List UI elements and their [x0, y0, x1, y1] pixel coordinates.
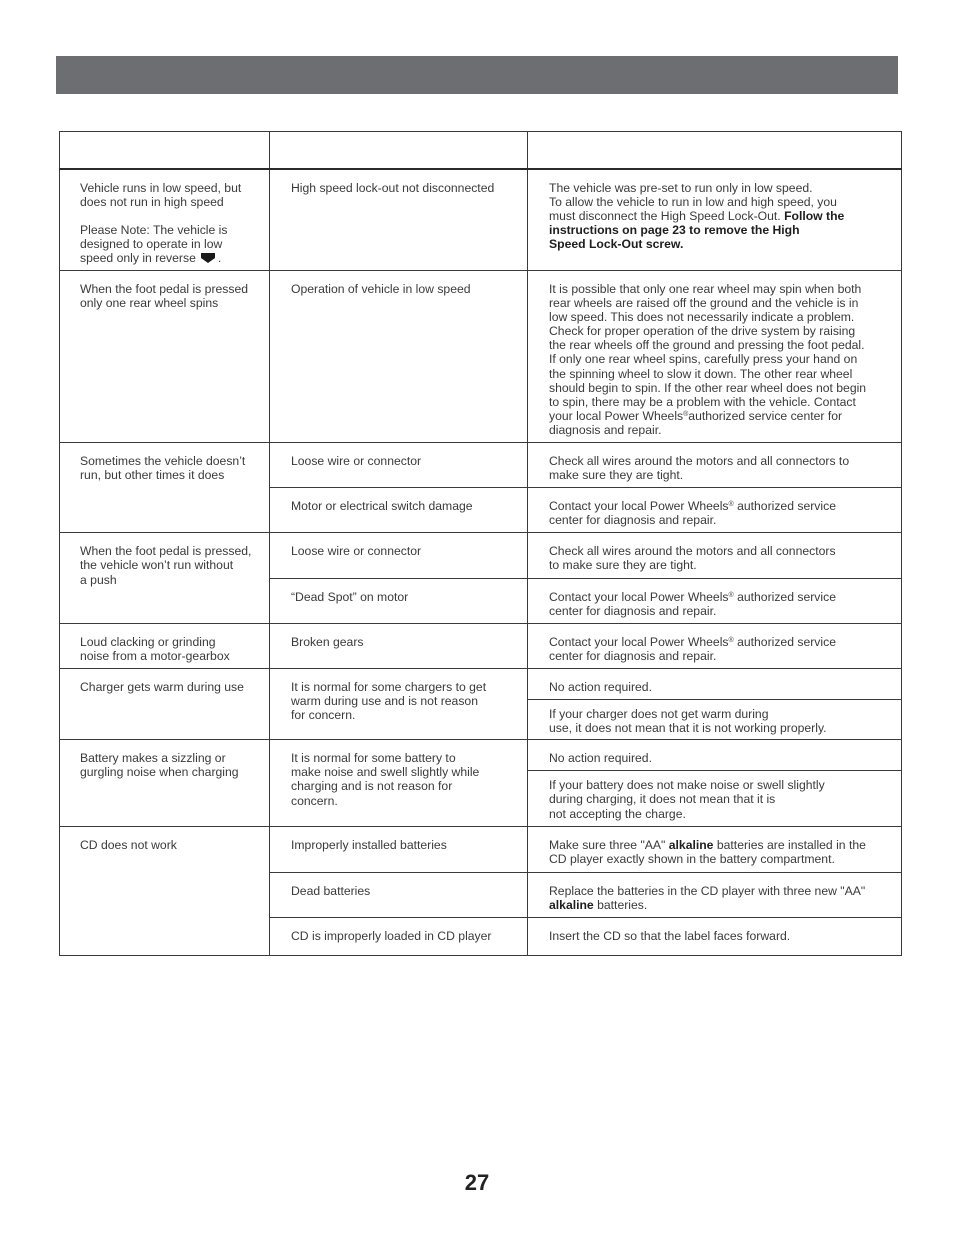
problem-cell: CD does not work [60, 827, 270, 955]
note-line: speed only in reverse [80, 250, 196, 265]
troubleshooting-table [59, 131, 902, 956]
cause-cell: Improperly installed batteries [270, 827, 528, 872]
solution-line: the rear wheels off the ground and pressing the foot pedal. [549, 338, 865, 353]
solution-cell [528, 827, 902, 872]
problem-line: does not run in high speed [80, 194, 224, 209]
solution-line: Check all wires around the motors and all connectors [549, 544, 836, 559]
table-row [60, 169, 902, 271]
note-line: Please Note: The vehicle is [80, 222, 228, 237]
solution-line: use, it does not mean that it is not working properly. [549, 721, 827, 736]
solution-line: authorized service [737, 589, 836, 604]
problem-cell: Charger gets warm during use [60, 668, 270, 739]
solution-bold-text: instructions on page 23 to remove the High [549, 222, 800, 237]
solution-cell: Insert the CD so that the label faces forward. [528, 917, 902, 955]
cause-cell: Loose wire or connector [270, 443, 528, 488]
reverse-pedal-icon [200, 252, 216, 264]
solution-cell [528, 771, 902, 827]
solution-line: authorized service [737, 499, 836, 514]
problem-line: Loud clacking or grinding [80, 634, 216, 649]
problem-line: a push [80, 572, 117, 587]
solution-cell: No action required. [528, 668, 902, 699]
registered-mark: ® [728, 636, 734, 644]
solution-line: center for diagnosis and repair. [549, 603, 717, 618]
table-row [60, 740, 902, 771]
solution-cell [528, 488, 902, 533]
solution-line: to make sure they are tight. [549, 558, 697, 573]
solution-line: If your battery does not make noise or swell slightly [549, 778, 825, 793]
table-row [60, 668, 902, 699]
solution-line: the spinning wheel to slow it down. The other rear wheel [549, 366, 853, 381]
cause-line: make noise and swell slightly while [291, 765, 480, 780]
cause-cell: Motor or electrical switch damage [270, 488, 528, 533]
problem-cell [60, 740, 270, 827]
note-end: . [217, 250, 222, 265]
cause-cell: High speed lock-out not disconnected [270, 169, 528, 271]
problem-line: When the foot pedal is pressed [80, 281, 249, 296]
solution-line: Check for proper operation of the drive system by raising [549, 324, 856, 339]
column-header-problem [60, 132, 270, 169]
column-header-solution [528, 132, 902, 169]
problem-line: When the foot pedal is pressed, [80, 544, 252, 559]
problem-line: the vehicle won’t run without [80, 558, 234, 573]
solution-cell: No action required. [528, 740, 902, 771]
solution-cell [528, 872, 902, 917]
solution-line: It is possible that only one rear wheel may spin when both [549, 281, 862, 296]
solution-line: center for diagnosis and repair. [549, 648, 717, 663]
cause-cell: Broken gears [270, 623, 528, 668]
solution-bold-text: alkaline [668, 838, 714, 853]
cause-line: for concern. [291, 708, 356, 723]
solution-cell [528, 169, 902, 271]
solution-line: batteries. [597, 897, 648, 912]
solution-cell [528, 578, 902, 623]
solution-cell [528, 533, 902, 578]
solution-cell [528, 700, 902, 740]
cause-cell: Dead batteries [270, 872, 528, 917]
solution-line: should begin to spin. If the other rear wheel does not begin [549, 380, 867, 395]
page-number: 27 [464, 1170, 490, 1195]
registered-mark: ® [728, 501, 734, 509]
problem-line: Sometimes the vehicle doesn’t [80, 454, 246, 468]
problem-line: gurgling noise when charging [80, 765, 239, 780]
solution-line: If your charger does not get warm during [549, 707, 769, 722]
solution-line: Contact your local Power Wheels [549, 499, 729, 514]
solution-line: not accepting the charge. [549, 806, 686, 821]
table-row [60, 443, 902, 488]
solution-line: To allow the vehicle to run in low and high speed, you [549, 194, 837, 209]
column-header-cause [270, 132, 528, 169]
problem-cell [60, 533, 270, 623]
problem-cell [60, 270, 270, 442]
solution-line: low speed. This does not necessarily indicate a problem. [549, 310, 855, 325]
problem-cell [60, 443, 270, 533]
problem-cell [60, 169, 270, 271]
table-row [60, 623, 902, 668]
problem-line: run, but other times it does [80, 468, 225, 483]
table-row [60, 533, 902, 578]
cause-cell: Operation of vehicle in low speed [270, 270, 528, 442]
problem-line: noise from a motor-gearbox [80, 648, 230, 663]
solution-line: If only one rear wheel spins, carefully press your hand on [549, 352, 858, 367]
solution-line: Check all wires around the motors and all connectors to [549, 454, 850, 468]
cause-line: warm during use and is not reason [291, 694, 478, 709]
table-row [60, 827, 902, 872]
solution-line: rear wheels are raised off the ground and the vehicle is in [549, 296, 859, 311]
cause-cell: CD is improperly loaded in CD player [270, 917, 528, 955]
table-row [60, 270, 902, 442]
solution-bold-text: alkaline [549, 897, 594, 912]
solution-line: The vehicle was pre-set to run only in low speed. [549, 180, 813, 195]
cause-line: It is normal for some chargers to get [291, 679, 487, 694]
solution-line: authorized service center for [688, 408, 843, 423]
problem-line: Vehicle runs in low speed, but [80, 180, 242, 195]
solution-line: batteries are installed in the [716, 838, 866, 853]
registered-mark: ® [728, 591, 734, 599]
solution-line: authorized service [737, 634, 836, 649]
solution-line: to spin, there may be a problem with the vehicle. Contact [549, 394, 856, 409]
problem-line: Battery makes a sizzling or [80, 751, 226, 766]
solution-line: Replace the batteries in the CD player with three new "AA" [549, 883, 866, 898]
solution-cell [528, 443, 902, 488]
solution-line: your local Power Wheels [549, 408, 684, 423]
solution-cell [528, 270, 902, 442]
table-header-row [60, 132, 902, 169]
solution-line: make sure they are tight. [549, 468, 684, 483]
solution-line: during charging, it does not mean that it is [549, 792, 776, 807]
solution-line: center for diagnosis and repair. [549, 513, 717, 528]
note-line: designed to operate in low [80, 236, 223, 251]
cause-line: concern. [291, 793, 338, 808]
cause-cell: Loose wire or connector [270, 533, 528, 578]
registered-mark: ® [683, 410, 689, 418]
cause-cell: “Dead Spot” on motor [270, 578, 528, 623]
problem-cell [60, 623, 270, 668]
problem-line: only one rear wheel spins [80, 296, 219, 311]
cause-cell [270, 668, 528, 739]
section-title-bar [56, 56, 898, 94]
cause-line: charging and is not reason for [291, 779, 453, 794]
solution-line: Make sure three "AA" [549, 838, 666, 853]
solution-line: must disconnect the High Speed Lock-Out. [549, 208, 781, 223]
solution-line: Contact your local Power Wheels [549, 589, 729, 604]
cause-line: It is normal for some battery to [291, 751, 456, 766]
solution-line: diagnosis and repair. [549, 422, 662, 437]
solution-bold-text: Speed Lock-Out screw. [549, 236, 684, 251]
solution-line: CD player exactly shown in the battery compartment. [549, 852, 835, 867]
solution-cell [528, 623, 902, 668]
cause-cell [270, 740, 528, 827]
solution-line: Contact your local Power Wheels [549, 634, 729, 649]
solution-bold-text: Follow the [784, 208, 845, 223]
